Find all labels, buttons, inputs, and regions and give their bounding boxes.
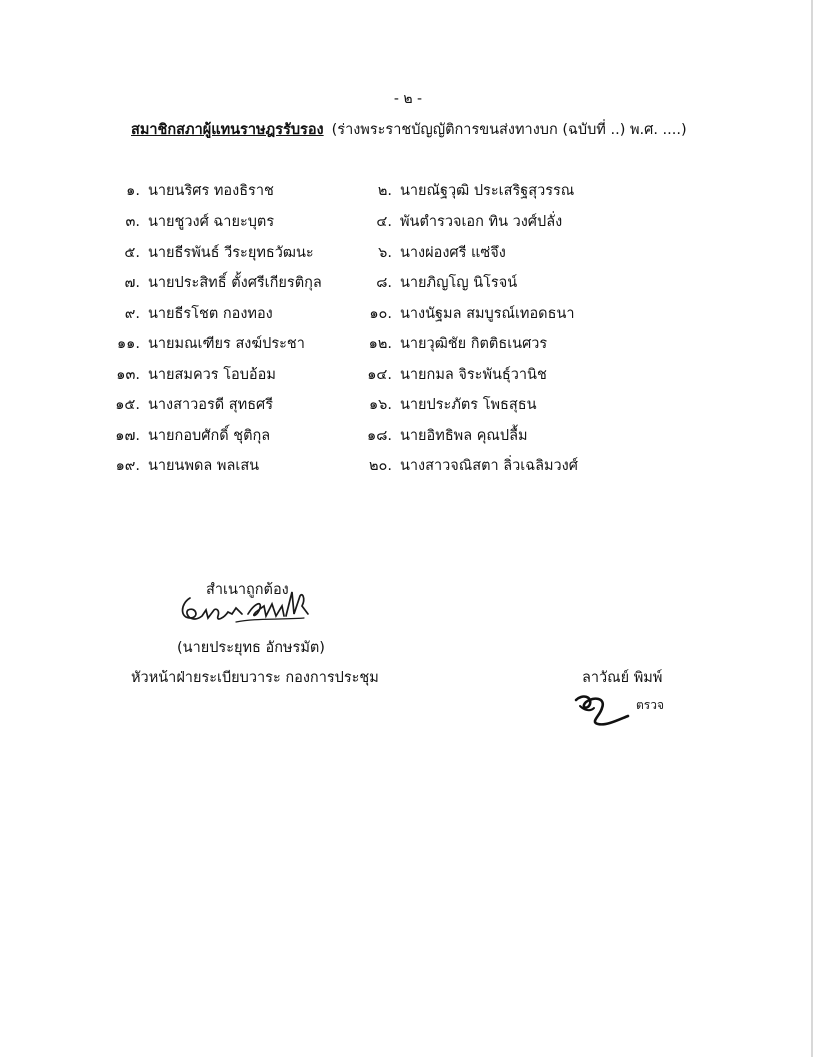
- member-name: นายกมล จิระพันธุ์วานิช: [400, 367, 547, 383]
- member-name: นายธีรพันธ์ วีระยุทธวัฒนะ: [148, 245, 314, 261]
- member-number: ๑๑.: [116, 336, 140, 352]
- member-name: พันตำรวจเอก ทิน วงศ์ปลั่ง: [400, 214, 563, 230]
- checker-initials-signature: [572, 690, 634, 730]
- member-entry: [364, 273, 517, 293]
- member-number: ๕.: [124, 245, 140, 261]
- member-entry: [364, 304, 575, 324]
- handwritten-signature: [176, 588, 326, 630]
- member-name: นายธีรโชต กองทอง: [148, 306, 273, 322]
- member-name: นายภิญโญ นิโรจน์: [400, 275, 518, 291]
- member-entry: [86, 273, 322, 293]
- member-name: นายประสิทธิ์ ตั้งศรีเกียรติกุล: [148, 275, 322, 291]
- member-number: ๒.: [377, 183, 392, 199]
- member-name: นางสาวจณิสตา ลิ่วเฉลิมวงศ์: [400, 458, 578, 474]
- member-number: ๑๖.: [368, 397, 392, 413]
- member-number: ๑๕.: [115, 397, 140, 413]
- member-entry: [86, 456, 259, 476]
- member-entry: [86, 212, 274, 232]
- member-name: นางนัฐมล สมบูรณ์เทอดธนา: [400, 306, 575, 322]
- member-number: ๑๔.: [367, 367, 392, 383]
- member-name: นายกอบศักดิ์ ชุติกุล: [148, 428, 271, 444]
- heading-subtitle: (ร่างพระราชบัญญัติการขนส่งทางบก (ฉบับที่ ..) พ.ศ. ....): [331, 122, 687, 138]
- member-number: ๑๐.: [369, 306, 392, 322]
- member-entry: [86, 426, 270, 446]
- member-entry: [364, 212, 562, 232]
- member-number: ๑๒.: [368, 336, 392, 352]
- member-entry: [86, 181, 274, 201]
- member-name: นายวุฒิชัย กิตติธเนศวร: [400, 336, 548, 352]
- member-number: ๓.: [125, 214, 140, 230]
- member-number: ๑๗.: [115, 428, 140, 444]
- signatory-position: หัวหน้าฝ่ายระเบียบวาระ กองการประชุม: [131, 670, 379, 686]
- member-name: นายมณเฑียร สงฆ์ประชา: [148, 336, 305, 352]
- signatory-name: (นายประยุทธ อักษรมัต): [177, 640, 325, 656]
- member-entry: [364, 181, 574, 201]
- member-name: นายนพดล พลเสน: [148, 458, 260, 474]
- member-name: นายณัฐวุฒิ ประเสริฐสุวรรณ: [400, 183, 575, 199]
- member-number: ๑๘.: [367, 428, 392, 444]
- member-entry: [364, 426, 528, 446]
- member-entry: [364, 456, 578, 476]
- member-name: นางสาวอรดี สุทธศรี: [148, 397, 274, 413]
- member-name: นายประภัตร โพธสุธน: [400, 397, 537, 413]
- member-number: ๑๙.: [115, 458, 140, 474]
- member-number: ๑.: [126, 183, 140, 199]
- member-entry: [364, 334, 547, 354]
- member-number: ๑๓.: [116, 367, 140, 383]
- page-number: - ๒ -: [393, 91, 423, 107]
- member-entry: [86, 365, 276, 385]
- member-entry: [86, 304, 273, 324]
- member-number: ๙.: [124, 306, 140, 322]
- member-entry: [364, 243, 506, 263]
- member-entry: [86, 395, 273, 415]
- member-name: นางผ่องศรี แซ่จึง: [400, 245, 506, 261]
- scan-edge-line: [811, 0, 813, 1057]
- member-number: ๖.: [378, 245, 392, 261]
- member-name: นายอิทธิพล คุณปลื้ม: [400, 428, 528, 444]
- heading: [131, 118, 687, 141]
- member-entry: [364, 365, 547, 385]
- member-name: นายสมควร โอบอ้อม: [148, 367, 276, 383]
- member-entry: [86, 334, 305, 354]
- member-name: นายชูวงศ์ ฉายะบุตร: [148, 214, 275, 230]
- typist-note: ลาวัณย์ พิมพ์: [582, 670, 663, 686]
- member-number: ๔.: [376, 214, 392, 230]
- member-number: ๘.: [376, 275, 392, 291]
- member-entry: [364, 395, 537, 415]
- member-entry: [86, 243, 314, 263]
- checker-note: ตรวจ: [636, 698, 665, 712]
- member-name: นายนริศร ทองธิราช: [148, 183, 274, 199]
- certified-copy-label: สำเนาถูกต้อง: [206, 582, 289, 598]
- member-number: ๒๐.: [368, 458, 392, 474]
- member-number: ๗.: [124, 275, 140, 291]
- heading-title: สมาชิกสภาผู้แทนราษฎรรับรอง: [131, 122, 324, 138]
